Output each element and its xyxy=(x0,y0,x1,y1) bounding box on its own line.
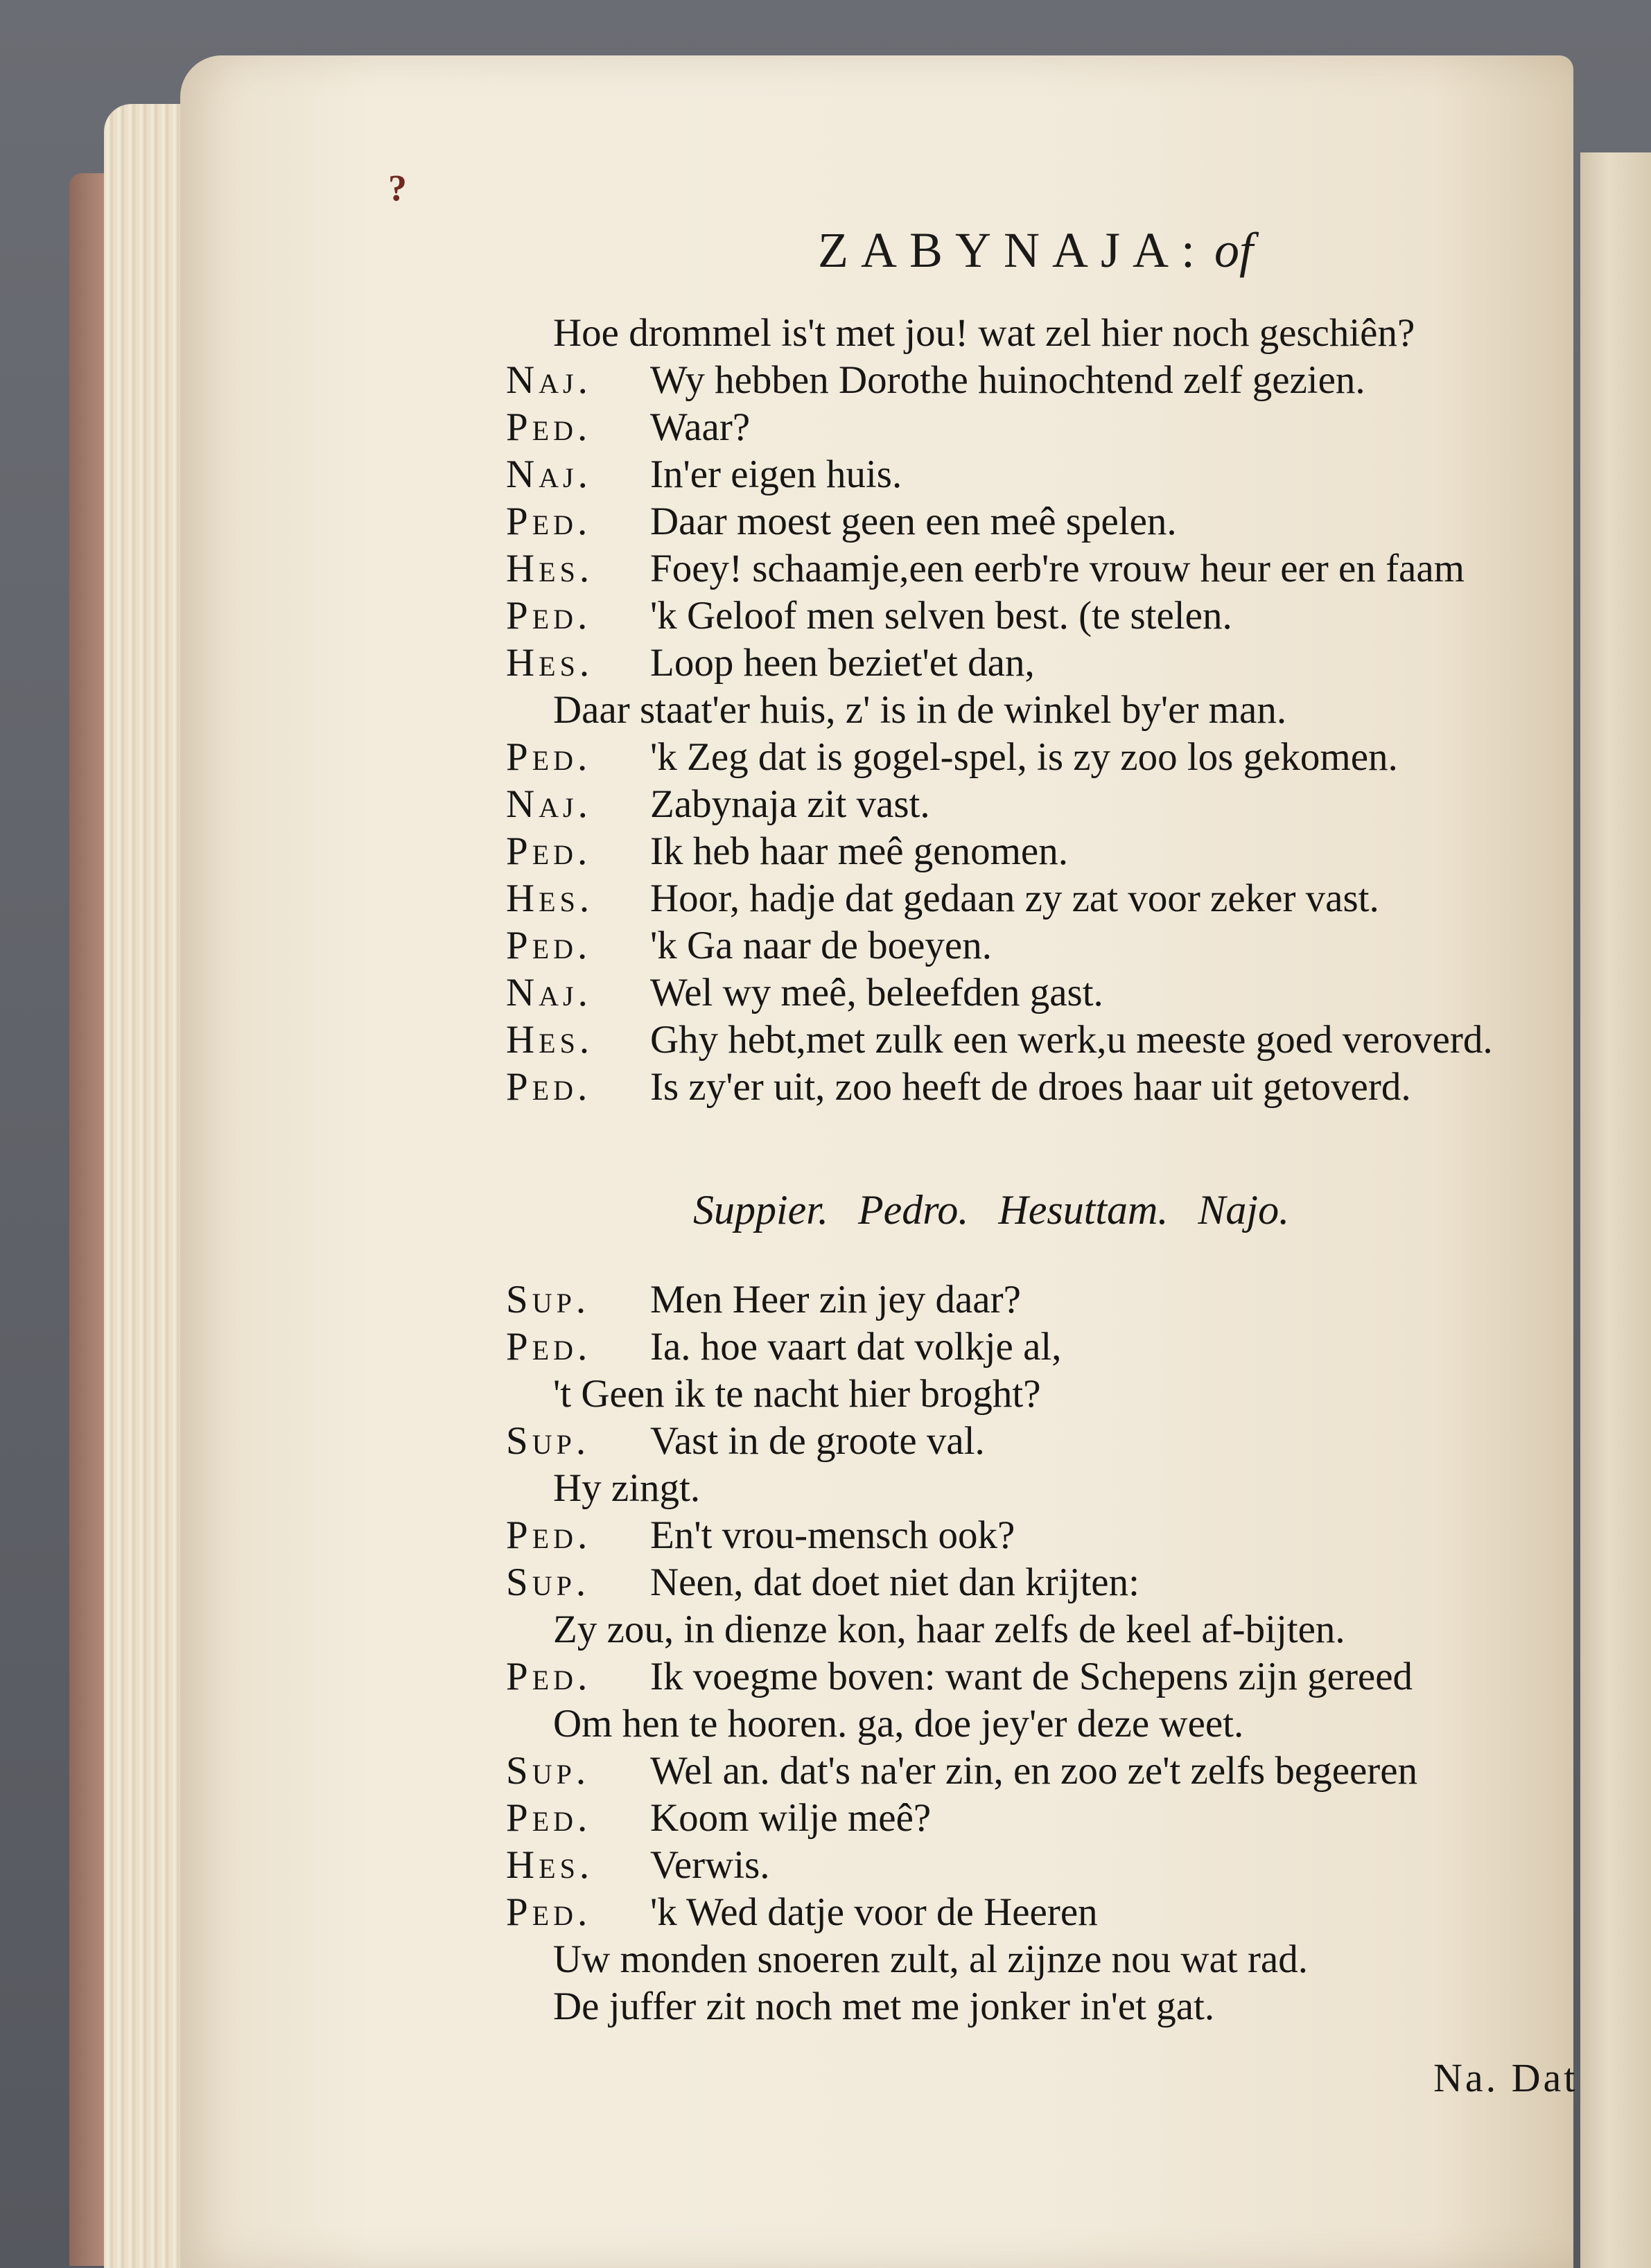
verse-text: Daar moest geen een meê spelen. xyxy=(650,500,1177,543)
speaker-label: Ped. xyxy=(506,1796,592,1840)
verse-line xyxy=(506,1750,1417,1793)
verse-text: Hoor, hadje dat gedaan zy zat voor zeker vast. xyxy=(650,877,1379,920)
verse-line xyxy=(506,359,1365,402)
speaker-label: Sup. xyxy=(506,1278,591,1321)
speaker-label: Naj. xyxy=(506,452,592,496)
verse-line xyxy=(506,689,1286,732)
verse-text: Koom wilje meê? xyxy=(650,1796,932,1840)
verse-line xyxy=(506,1608,1345,1651)
verse-line xyxy=(506,877,1379,920)
verse-text: In'er eigen huis. xyxy=(650,452,902,496)
speaker-label: Hes. xyxy=(506,877,594,920)
verse-text: Men Heer zin jey daar? xyxy=(650,1278,1021,1321)
speaker-label: Ped. xyxy=(506,829,592,873)
verse-line xyxy=(506,1514,1015,1557)
verse-text: 't Geen ik te nacht hier broght? xyxy=(553,1372,1041,1416)
speaker-label: Sup. xyxy=(506,1749,591,1793)
verse-line xyxy=(506,1655,1413,1698)
verse-text: Foey! schaamje,een eerb're vrouw heur eer en faam xyxy=(650,547,1465,590)
verse-text: Om hen te hooren. ga, doe jey'er deze weet. xyxy=(553,1702,1244,1746)
verse-text: Is zy'er uit, zoo heeft de droes haar uit getoverd. xyxy=(650,1065,1411,1109)
speaker-label: Hes. xyxy=(506,1843,594,1887)
speaker-label: Ped. xyxy=(506,1513,592,1557)
verse-text: Ia. hoe vaart dat volkje al, xyxy=(650,1325,1062,1369)
verse-text: Uw monden snoeren zult, al zijnze nou wat rad. xyxy=(553,1937,1308,1981)
verse-text: Ik heb haar meê genomen. xyxy=(650,829,1068,873)
verse-text: Daar staat'er huis, z' is in de winkel by'er man. xyxy=(553,688,1287,732)
verse-text: Wy hebben Dorothe huinochtend zelf gezien. xyxy=(650,358,1365,402)
verse-line xyxy=(506,1703,1243,1746)
verse-text: 'k Zeg dat is gogel-spel, is zy zoo los gekomen. xyxy=(650,735,1398,779)
speaker-label: Ped. xyxy=(506,1890,592,1934)
speaker-label: Ped. xyxy=(506,405,592,449)
verse-line xyxy=(506,1938,1308,1981)
speaker-label: Hes. xyxy=(506,1018,594,1062)
speaker-label: Naj. xyxy=(506,782,592,826)
speaker-label: Hes. xyxy=(506,547,594,590)
verse-block-1 xyxy=(506,312,1587,1143)
speaker-label: Ped. xyxy=(506,1655,592,1698)
speaker-label: Ped. xyxy=(506,1065,592,1109)
speaker-label: Ped. xyxy=(506,924,592,967)
catchword: Na. Dat xyxy=(1433,2055,1578,2100)
verse-block-2 xyxy=(506,1278,1587,2062)
verse-line xyxy=(506,830,1068,873)
verse-line xyxy=(506,406,750,449)
verse-line xyxy=(506,1797,931,1840)
verse-line xyxy=(506,595,1232,638)
facing-page-edge xyxy=(1580,152,1651,2268)
verse-line xyxy=(506,1561,1139,1604)
verse-text: Hy zingt. xyxy=(553,1466,701,1510)
speaker-label: Naj. xyxy=(506,971,592,1014)
verse-text: Loop heen beziet'et dan, xyxy=(650,641,1035,685)
verse-line xyxy=(506,500,1177,543)
verse-text: Zabynaja zit vast. xyxy=(650,782,930,826)
verse-text: Hoe drommel is't met jou! wat zel hier noch geschiên? xyxy=(553,311,1415,355)
verse-line xyxy=(506,1326,1062,1369)
verse-line xyxy=(506,1844,770,1887)
speaker-label: Sup. xyxy=(506,1419,591,1463)
speaker-label: Naj. xyxy=(506,358,592,402)
verse-line xyxy=(506,1891,1098,1934)
verse-line xyxy=(506,1373,1041,1416)
verse-line xyxy=(506,1066,1411,1109)
speaker-label: Ped. xyxy=(506,594,592,638)
verse-line xyxy=(506,1278,1021,1321)
verse-text: Waar? xyxy=(650,405,751,449)
verse-text: 'k Wed datje voor de Heeren xyxy=(650,1890,1098,1934)
verse-line xyxy=(506,1985,1214,2028)
verse-line xyxy=(506,1019,1493,1062)
verse-text: 'k Geloof men selven best. (te stelen. xyxy=(650,594,1232,638)
verse-text: Vast in de groote val. xyxy=(650,1419,985,1463)
verse-line xyxy=(506,736,1398,779)
verse-line xyxy=(506,1420,985,1463)
verse-text: Ik voegme boven: want de Schepens zijn gereed xyxy=(650,1655,1413,1698)
speaker-label: Ped. xyxy=(506,500,592,543)
verse-line xyxy=(506,972,1103,1014)
running-head xyxy=(818,222,1253,279)
verse-text: Wel an. dat's na'er zin, en zoo ze't zelfs begeeren xyxy=(650,1749,1418,1793)
verse-line xyxy=(506,783,930,826)
cast-list: Suppier. Pedro. Hesuttam. Najo. xyxy=(693,1187,1290,1233)
verse-text: Zy zou, in dienze kon, haar zelfs de keel af-bijten. xyxy=(553,1608,1345,1651)
verse-line xyxy=(506,1467,700,1510)
verse-line xyxy=(506,642,1035,685)
verse-text: Neen, dat doet niet dan krijten: xyxy=(650,1561,1139,1604)
speaker-label: Ped. xyxy=(506,1325,592,1369)
running-head-suffix: of xyxy=(1214,222,1254,278)
verse-line xyxy=(506,312,1415,355)
verse-text: En't vrou-mensch ook? xyxy=(650,1513,1015,1557)
verse-text: De juffer zit noch met me jonker in'et gat. xyxy=(553,1985,1215,2028)
verse-text: Verwis. xyxy=(650,1843,770,1887)
speaker-label: Hes. xyxy=(506,641,594,685)
verse-line xyxy=(506,924,992,967)
speaker-label: Ped. xyxy=(506,735,592,779)
running-head-title: ZABYNAJA: xyxy=(818,222,1208,278)
verse-text: Wel wy meê, beleefden gast. xyxy=(650,971,1103,1014)
verse-text: Ghy hebt,met zulk een werk,u meeste goed veroverd. xyxy=(650,1018,1493,1062)
verse-line xyxy=(506,453,902,496)
page-mark: ? xyxy=(388,167,407,209)
speaker-label: Sup. xyxy=(506,1561,591,1604)
verse-text: 'k Ga naar de boeyen. xyxy=(650,924,992,967)
verse-line xyxy=(506,547,1465,590)
